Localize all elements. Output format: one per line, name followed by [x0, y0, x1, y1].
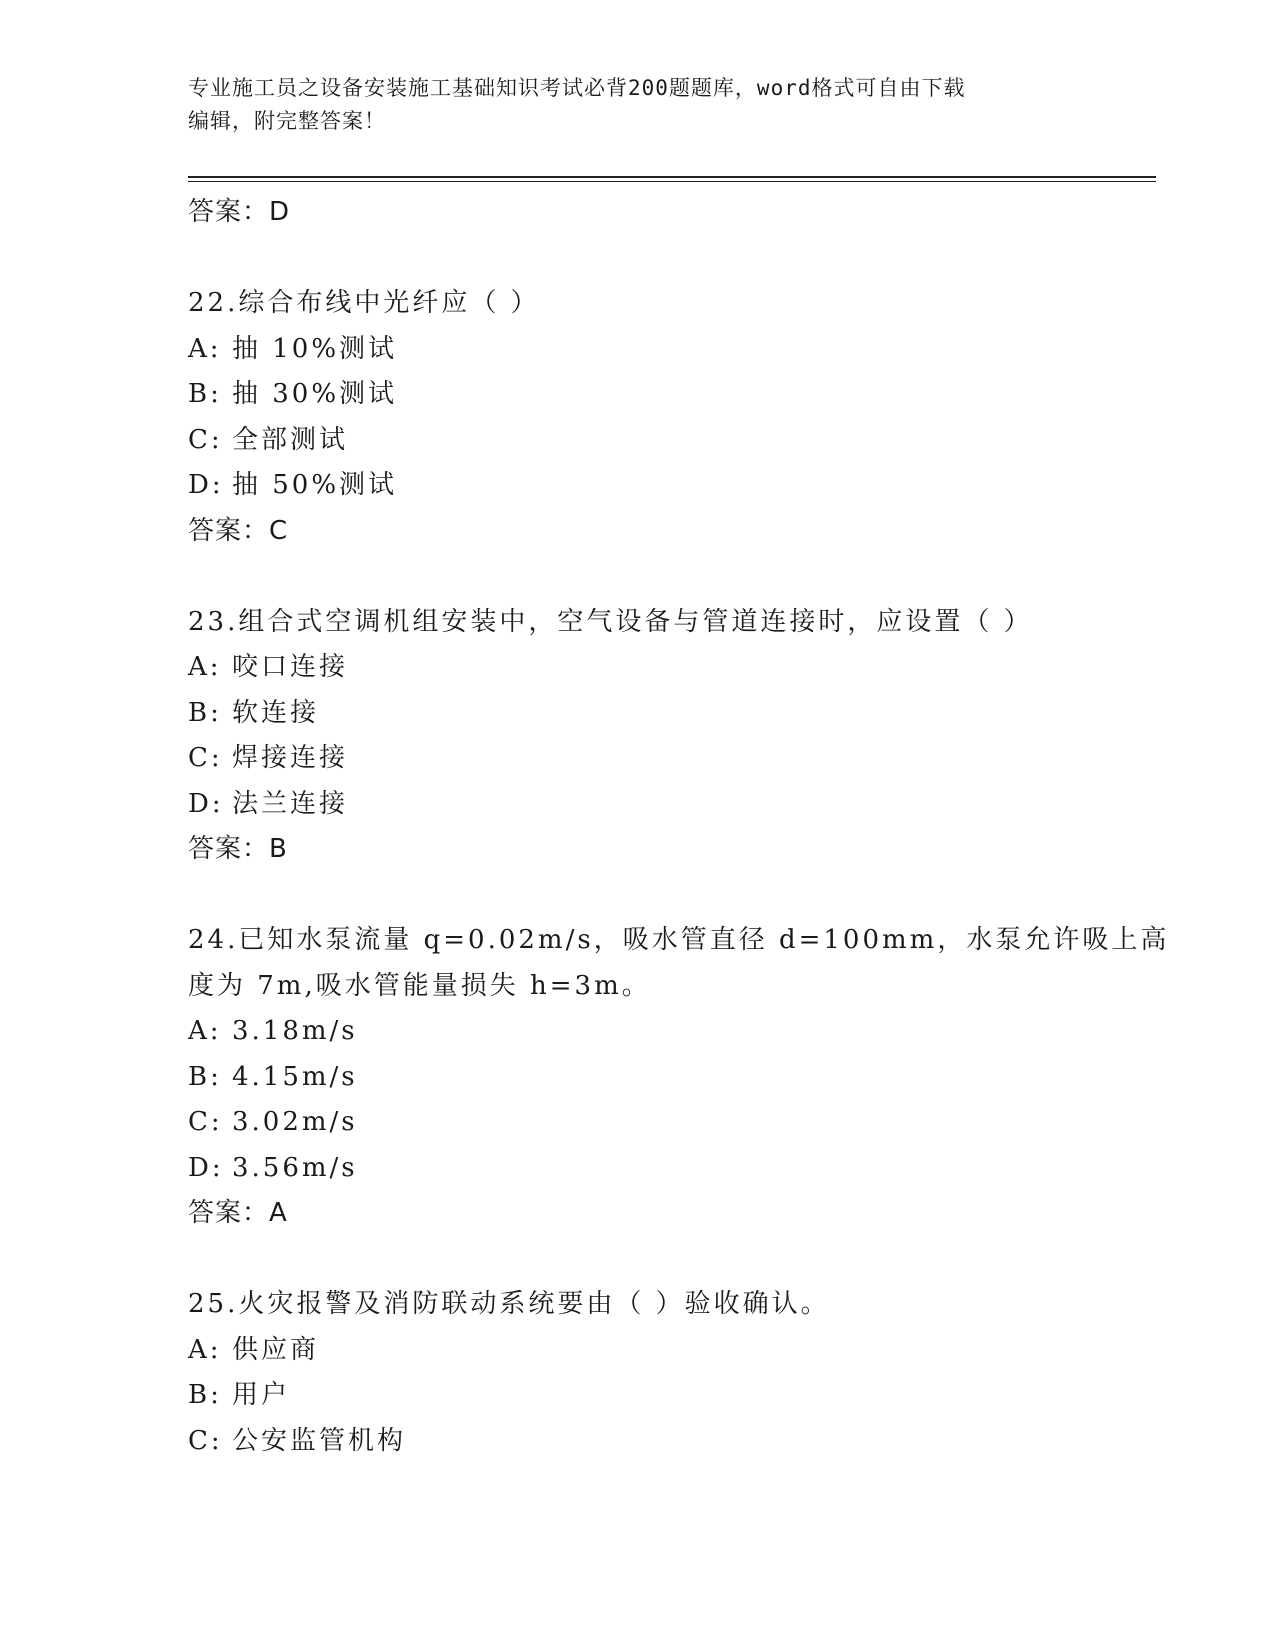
spacer: [188, 873, 1088, 919]
header-divider-thin: [188, 181, 1156, 182]
option-c: [188, 736, 1088, 782]
option-text: 4.15m/s: [232, 1061, 358, 1092]
option-text: 供应商: [232, 1334, 320, 1365]
option-c: [188, 1419, 1088, 1465]
option-b: [188, 1055, 1088, 1101]
option-prefix: D:: [188, 470, 224, 500]
header-title-line-1: 专业施工员之设备安装施工基础知识考试必背200题题库，word格式可自由下载: [188, 76, 966, 100]
question-stem: 23.组合式空调机组安装中，空气设备与管道连接时，应设置（ ）: [188, 606, 1033, 637]
option-prefix: D:: [188, 1152, 224, 1183]
spacer: [188, 236, 1088, 282]
option-prefix: C:: [188, 743, 223, 773]
answer: 答案：B: [188, 834, 288, 864]
option-text: 法兰连接: [232, 788, 349, 819]
question-stem: 25.火灾报警及消防联动系统要由（ ）验收确认。: [188, 1289, 830, 1319]
answer: 答案：A: [188, 1198, 288, 1228]
header-divider-thick: [188, 176, 1156, 178]
option-prefix: B:: [188, 1061, 222, 1092]
option-text: 抽 30%测试: [232, 379, 398, 409]
option-text: 3.56m/s: [232, 1152, 358, 1183]
answer-previous: 答案：D: [188, 197, 291, 227]
option-prefix: D:: [188, 788, 224, 819]
option-c: [188, 418, 1088, 464]
option-text: 咬口连接: [232, 652, 349, 682]
option-a: [188, 1328, 1088, 1374]
option-text: 抽 10%测试: [232, 333, 398, 364]
option-prefix: C:: [188, 1107, 223, 1137]
option-prefix: C:: [188, 1425, 223, 1456]
spacer: [188, 554, 1088, 600]
option-text: 全部测试: [232, 424, 349, 455]
option-prefix: A:: [188, 333, 222, 364]
question-22: [188, 281, 1088, 554]
option-text: 用户: [232, 1380, 291, 1410]
question-stem-continued: 度为 7m,吸水管能量损失 h=3m。: [188, 970, 651, 1001]
question-25: [188, 1282, 1088, 1464]
option-a: [188, 1009, 1088, 1055]
question-stem: 24.已知水泵流量 q=0.02m/s，吸水管直径 d=100mm，水泵允许吸上高: [188, 925, 1170, 955]
option-b: [188, 691, 1088, 737]
option-b: [188, 1373, 1088, 1419]
answer: 答案：C: [188, 515, 289, 546]
option-prefix: A:: [188, 1334, 222, 1365]
document-header: [188, 72, 1088, 138]
option-d: [188, 1146, 1088, 1192]
option-b: [188, 372, 1088, 418]
option-prefix: A:: [188, 652, 222, 682]
option-prefix: B:: [188, 1380, 222, 1410]
question-list: [188, 190, 1170, 1464]
option-prefix: A:: [188, 1016, 222, 1046]
option-prefix: B:: [188, 379, 222, 409]
option-a: [188, 645, 1088, 691]
option-prefix: B:: [188, 697, 222, 728]
option-text: 抽 50%测试: [232, 470, 398, 500]
question-stem: 22.综合布线中光纤应（ ）: [188, 288, 540, 318]
option-d: [188, 782, 1088, 828]
option-prefix: C:: [188, 424, 223, 455]
spacer: [188, 1237, 1088, 1283]
question-24: [188, 918, 1170, 1237]
option-text: 公安监管机构: [232, 1425, 407, 1456]
header-title-line-2: 编辑，附完整答案！: [188, 109, 386, 133]
option-text: 软连接: [232, 697, 320, 728]
option-c: [188, 1100, 1088, 1146]
question-23: [188, 600, 1088, 873]
option-a: [188, 327, 1088, 373]
option-text: 3.02m/s: [232, 1107, 358, 1137]
option-text: 焊接连接: [232, 743, 349, 773]
option-text: 3.18m/s: [232, 1016, 358, 1046]
option-d: [188, 463, 1088, 509]
